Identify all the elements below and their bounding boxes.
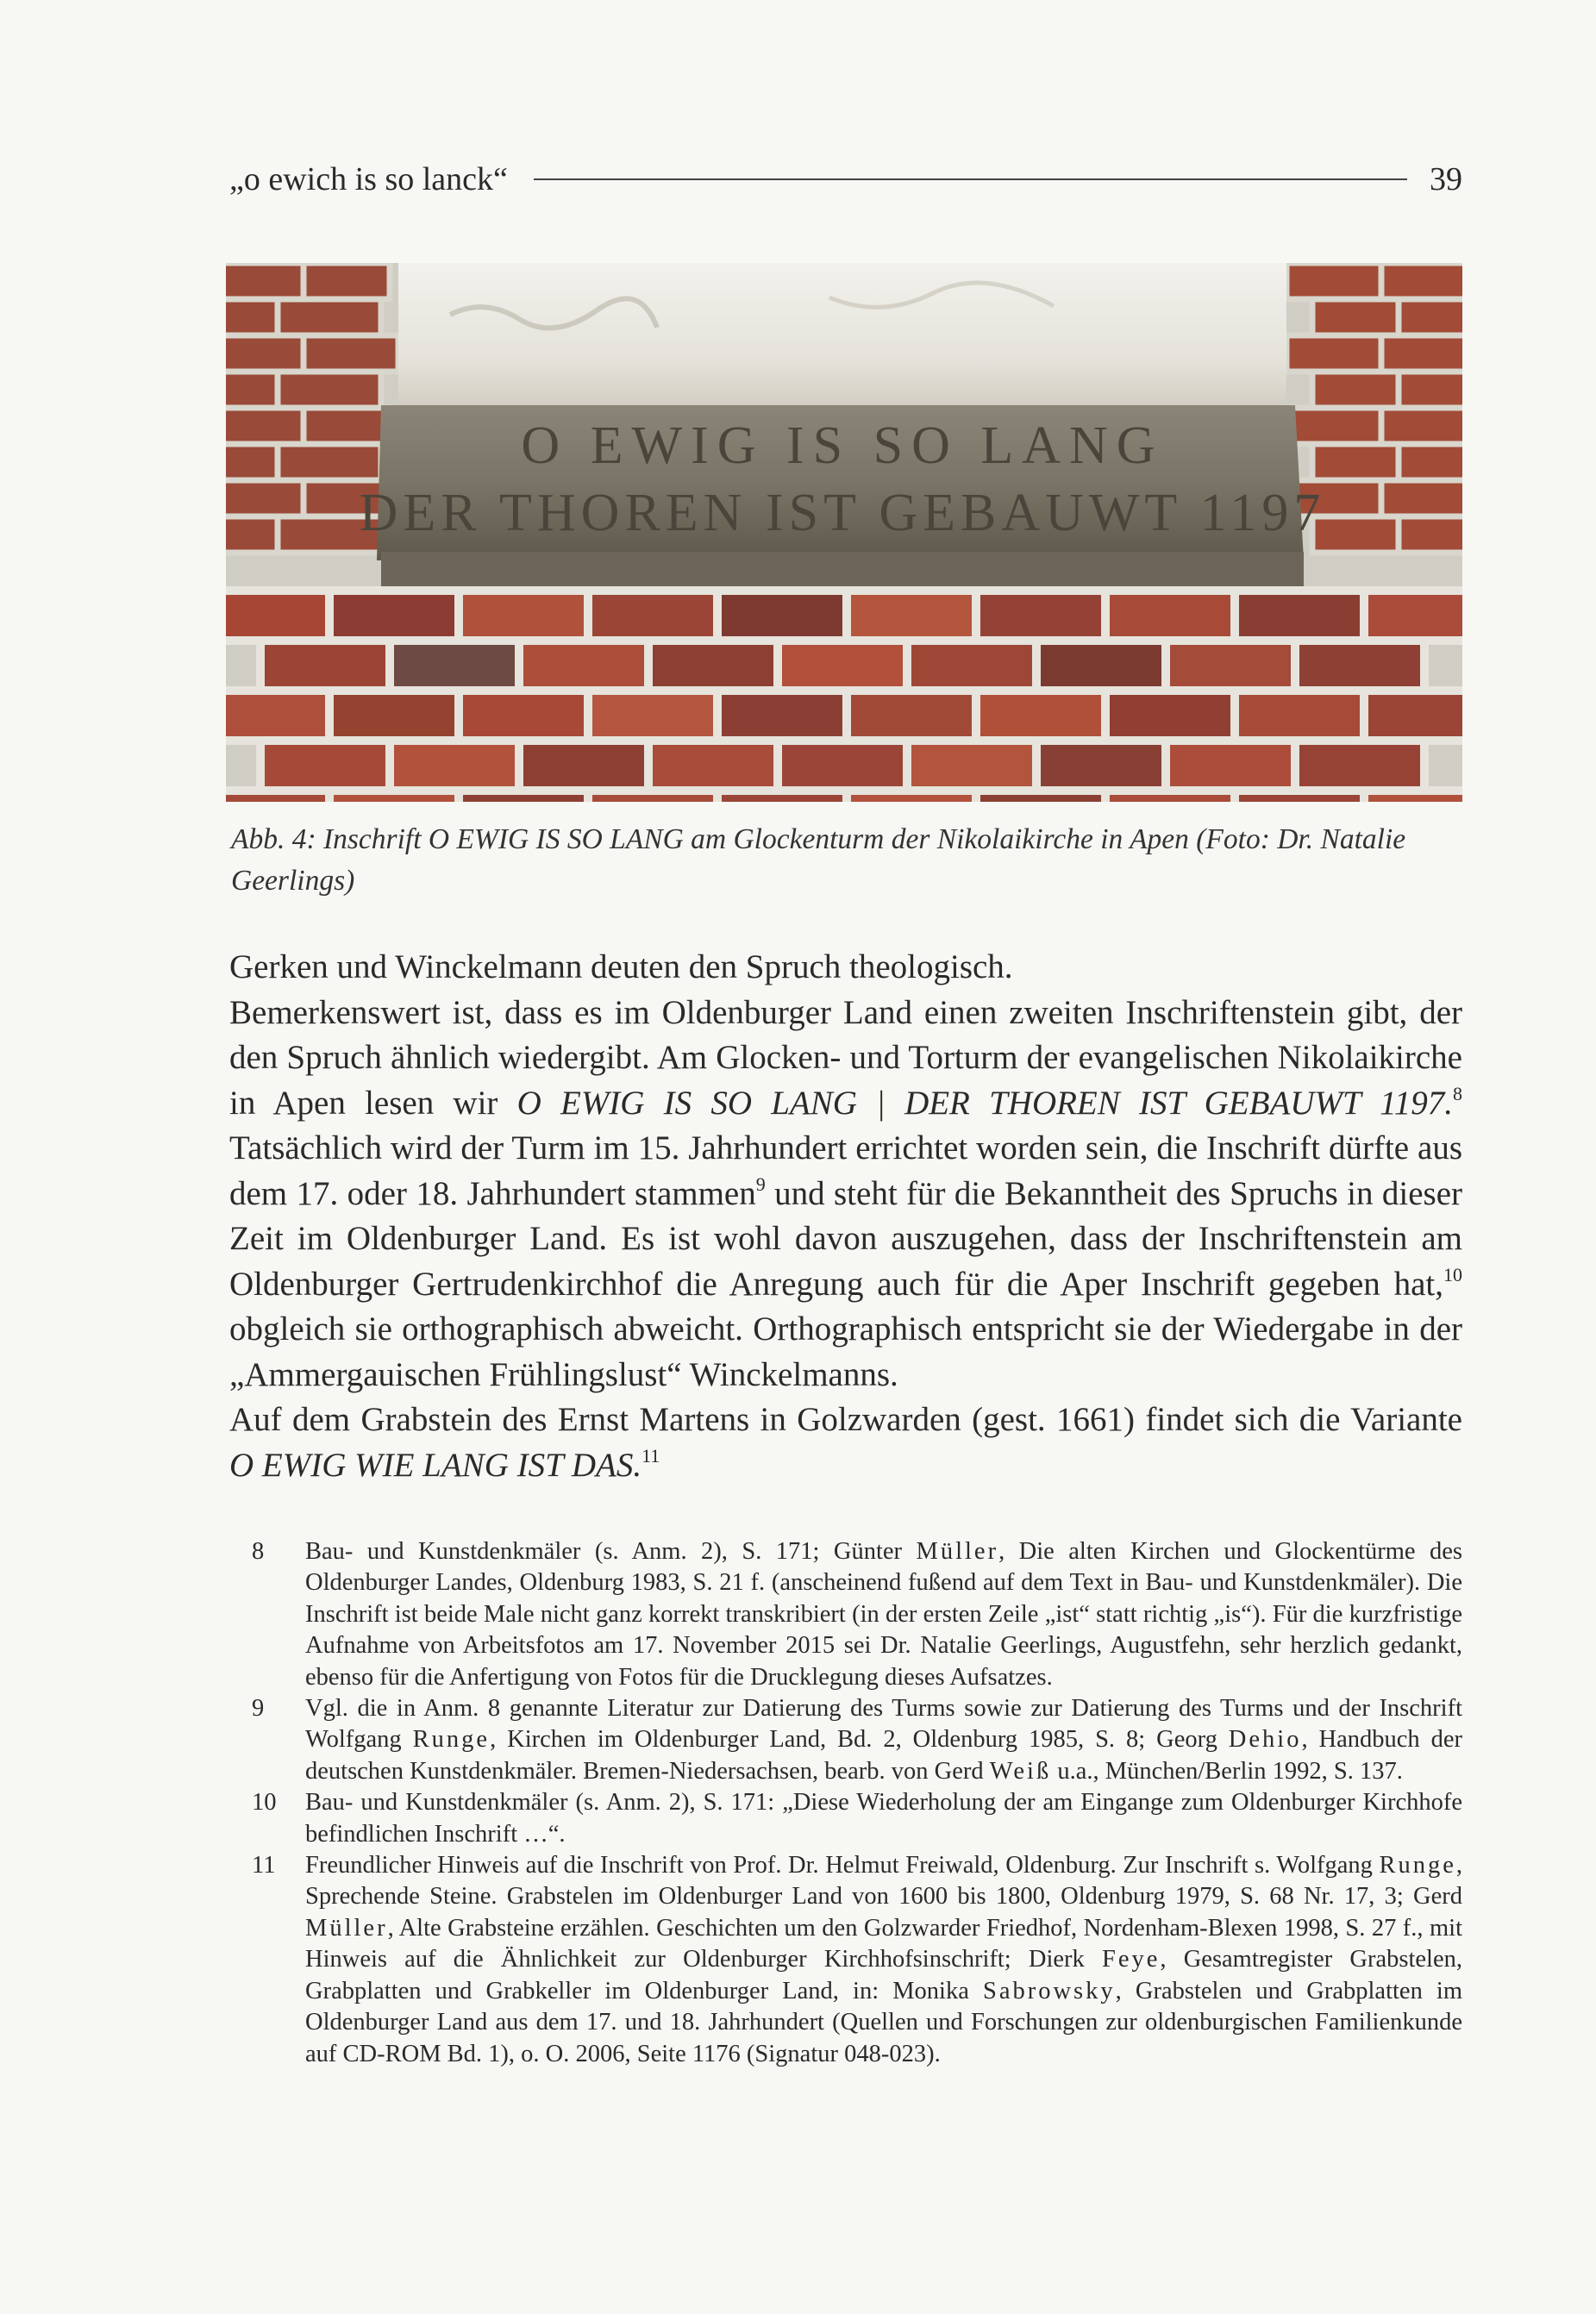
quoted-inscription: O EWIG IS SO LANG | DER THOREN IST GEBAUWT 1197. [516, 1084, 1453, 1122]
text-run: Bau- und Kunstdenkmäler (s. Anm. 2), S. 171; Günter [305, 1538, 917, 1565]
page-number: 39 [1430, 161, 1462, 197]
footnote-number: 9 [252, 1695, 265, 1723]
text-run: und steht für die Bekanntheit des Spruchs in dieser Zeit im Oldenburger Land. Es ist wohl davon auszugehen, dass der Inschriftenstein am Oldenburger Gertrudenkirchhof die Anregung auch für die Aper Inschrift gegeben hat, [229, 1174, 1462, 1303]
author-name: Weiß [989, 1757, 1052, 1785]
author-name: Sabrowsky [982, 1977, 1116, 2004]
running-title: „o ewich is so lanck“ [229, 161, 508, 197]
quoted-variant: O EWIG WIE LANG IST DAS. [229, 1446, 642, 1484]
text-run: , Sprechende Steine. Grabstelen im Oldenburger Land von 1600 bis 1800, Oldenburg 1979, S. 68 Nr. 17, 3; Gerd [305, 1852, 1462, 1911]
text-run: u.a., München/Berlin 1992, S. 137. [1051, 1757, 1403, 1785]
footnote-10 [229, 1787, 1462, 1850]
text-run: obgleich sie orthographisch abweicht. Orthographisch entspricht sie der Wiedergabe in der „Ammergauischen Frühlingslust“ Winckelmanns. [229, 1310, 1462, 1393]
footnote-number: 11 [252, 1852, 276, 1879]
body-text [229, 945, 1462, 1488]
text-run: , Die alten Kirchen und Glockentürme des Oldenburger Landes, Oldenburg 1983, S. 21 f. (anscheinend fußend auf dem Text in Bau- und Kunstdenkmäler). Die Inschrift ist beide Male nicht ganz korrekt transkribiert (in der ersten Zeile „ist“ statt richtig „is“). Für die kurzfristige Aufnahme von Arbeitsfotos am 17. November 2015 sei Dr. Natalie Geerlings, Augustfehn, sehr herzlich gedankt, ebenso für die Anfertigung von Fotos für die Drucklegung dieses Aufsatzes. [305, 1538, 1463, 1691]
footnote-ref-8: 8 [1453, 1082, 1462, 1104]
author-name: Runge [1379, 1852, 1456, 1879]
text-run: Bemerkenswert ist, dass es im Oldenburger Land einen zweiten Inschriftenstein gibt, der den Spruch ähnlich wiedergibt. Am Glocken- und Torturm der evangelischen Nikolaikirche in Apen lesen wir [229, 993, 1462, 1122]
author-name: Müller [916, 1538, 999, 1565]
text-run: , Grabstelen und Grabplatten im Oldenburger Land aus dem 17. und 18. Jahrhundert (Quellen und Forschungen zur oldenburgischen Familienkunde auf CD-ROM Bd. 1), o. O. 2006, Seite 1176 (Signatur 048-023). [305, 1977, 1463, 2067]
text-run: , Handbuch der deutschen Kunstdenkmäler. Bremen-Niedersachsen, bearb. von Gerd [305, 1726, 1463, 1785]
footnote-ref-10: 10 [1443, 1263, 1462, 1285]
text-run: , Kirchen im Oldenburger Land, Bd. 2, Oldenburg 1985, S. 8; Georg [490, 1726, 1229, 1754]
footnote-text: Bau- und Kunstdenkmäler (s. Anm. 2), S. 171: „Diese Wiederholung der am Eingange zum Oldenburger Kirchhofe befindlichen Inschrift …“. [305, 1789, 1462, 1848]
text-run: Tatsächlich wird der Turm im 15. Jahrhundert errichtet worden sein, die Inschrift dürfte aus dem 17. oder 18. Jahrhundert stammen [229, 1129, 1462, 1212]
footnote-11 [229, 1850, 1462, 2070]
paragraph-2 [229, 991, 1462, 1398]
footnote-ref-9: 9 [755, 1173, 766, 1195]
footnote-text [283, 1850, 1462, 2070]
footnote-number: 10 [252, 1789, 277, 1817]
footnote-9 [229, 1693, 1462, 1787]
footnotes [229, 1536, 1462, 2070]
footnote-text [283, 1693, 1462, 1787]
text-run: Auf dem Grabstein des Ernst Martens in Golzwarden (gest. 1661) findet sich die Variante [229, 1401, 1462, 1438]
text-run: Freundlicher Hinweis auf die Inschrift von Prof. Dr. Helmut Freiwald, Oldenburg. Zur Inschrift s. Wolfgang [305, 1852, 1380, 1879]
inscription-line-2: DER THOREN IST GEBAUWT 1197 [359, 484, 1326, 542]
text-run: , Alte Grabsteine erzählen. Geschichten um den Golzwarder Friedhof, Nordenham-Blexen 1998, S. 27 f., mit Hinweis auf die Ähnlichkeit zur Oldenburger Kirchhofsinschrift; Dierk [305, 1914, 1462, 1973]
figure-caption: Abb. 4: Inschrift O EWIG IS SO LANG am Glockenturm der Nikolaikirche in Apen (Foto: Dr. Natalie Geerlings) [231, 823, 1406, 897]
inscription-photo [226, 263, 1462, 802]
inscription-line-1: O EWIG IS SO LANG [521, 416, 1164, 475]
author-name: Müller [305, 1914, 388, 1942]
footnote-ref-11: 11 [642, 1444, 660, 1467]
footnote-number: 8 [252, 1538, 265, 1565]
paragraph-1: Gerken und Winckelmann deuten den Spruch theologisch. [229, 948, 1013, 985]
author-name: Runge [412, 1726, 491, 1754]
text-run: Vgl. die in Anm. 8 genannte Literatur zur Datierung des Turms sowie zur Datierung des Turms und der Inschrift Wolfgang [305, 1695, 1462, 1754]
author-name: Dehio [1228, 1726, 1302, 1754]
running-header [229, 155, 1462, 203]
footnote-text [283, 1536, 1462, 1693]
header-rule [534, 178, 1407, 180]
text-run: , Gesamtregister Grabstelen, Grabplatten und Grabkeller im Oldenburger Land, in: Monika [305, 1946, 1462, 2004]
footnote-8 [229, 1536, 1462, 1693]
author-name: Feye [1101, 1946, 1161, 1973]
paragraph-3 [229, 1398, 1462, 1488]
